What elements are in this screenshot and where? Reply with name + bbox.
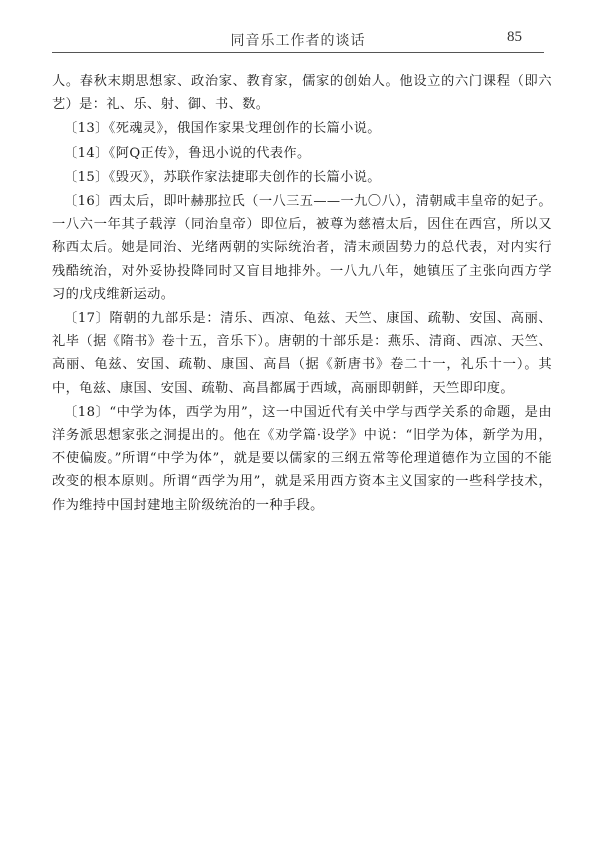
endnote-16: 〔16〕西太后，即叶赫那拉氏（一八三五——一九〇八），清朝咸丰皇帝的妃子。一八六一年其子载淳（同治皇帝）即位后，被尊为慈禧太后，因住在西宫，所以又称西太后。她是同治、光绪两朝的实际统治者，清末顽固势力的总代表，对内实行残酷统治，对外妥协投降同时又盲目地排外。一八九八年，她镇压了主张向西方学习的戊戌维新运动。 (52, 194, 552, 302)
endnotes-body (52, 70, 552, 517)
running-header (52, 28, 544, 53)
endnote-15: 〔15〕《毁灭》，苏联作家法捷耶夫创作的长篇小说。 (64, 169, 381, 185)
endnote-17: 〔17〕隋朝的九部乐是：清乐、西凉、龟兹、天竺、康国、疏勒、安国、高丽、礼毕（据《隋书》卷十五，音乐下）。唐朝的十部乐是：燕乐、清商、西凉、天竺、高丽、龟兹、安国、疏勒、康国、高昌（据《新唐书》卷二十一，礼乐十一）。其中，龟兹、康国、安国、疏勒、高昌都属于西域，高丽即朝鲜，天竺即印度。 (52, 311, 552, 396)
endnote-13: 〔13〕《死魂灵》，俄国作家果戈理创作的长篇小说。 (64, 121, 381, 137)
page-number: 85 (507, 29, 522, 45)
endnote-18: 〔18〕“中学为体，西学为用”，这一中国近代有关中学与西学关系的命题，是由洋务派思想家张之洞提出的。他在《劝学篇·设学》中说：“旧学为体，新学为用，不使偏废。”所谓“中学为体”，就是要以儒家的三纲五常等伦理道德作为立国的不能改变的根本原则。所谓“西学为用”，就是采用西方资本主义国家的一些科学技术，作为维持中国封建地主阶级统治的一种手段。 (52, 404, 552, 513)
endnote-14: 〔14〕《阿Q正传》，鲁迅小说的代表作。 (64, 145, 311, 161)
endnote-12-continued: 人。春秋末期思想家、政治家、教育家，儒家的创始人。他设立的六门课程（即六艺）是：礼、乐、射、御、书、数。 (52, 74, 552, 113)
running-title: 同音乐工作者的谈话 (230, 33, 366, 49)
